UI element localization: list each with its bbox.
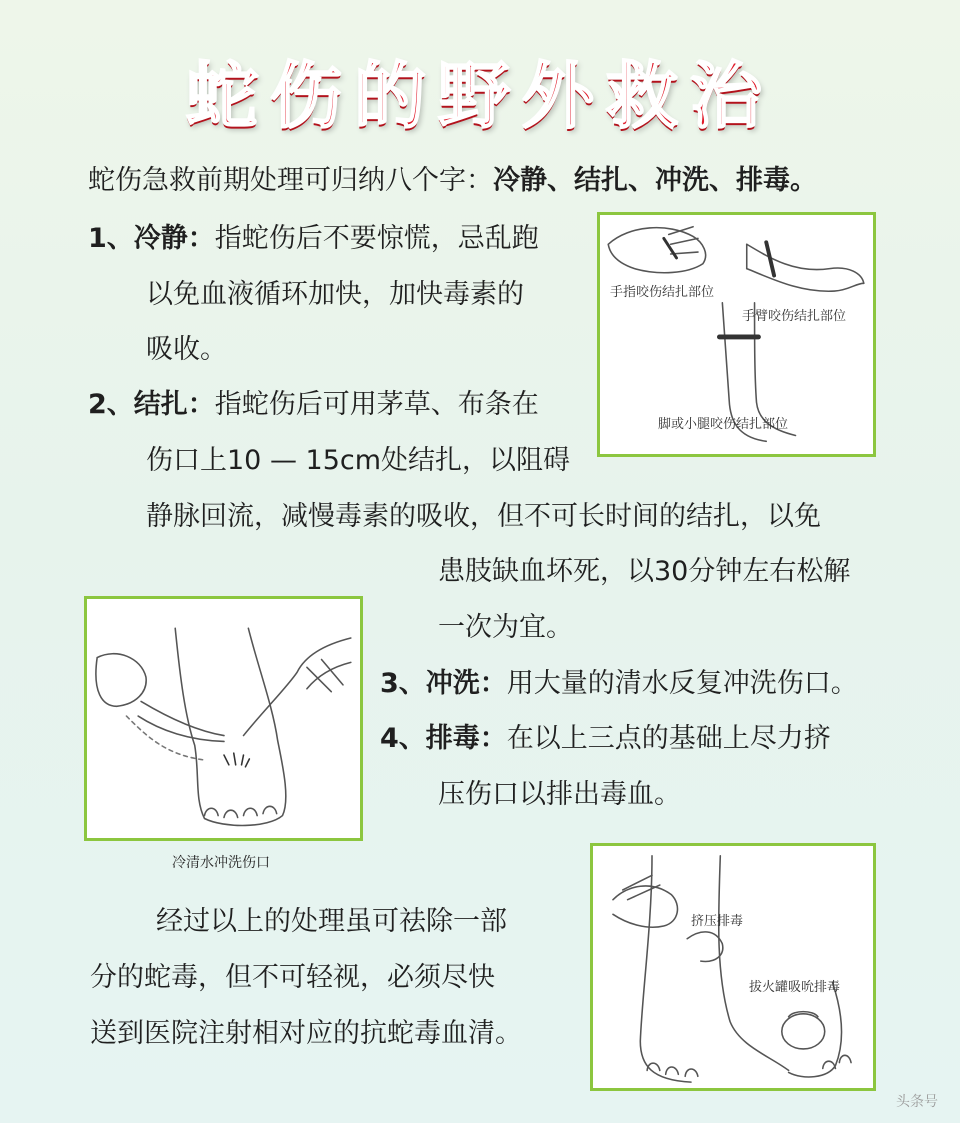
conclusion-line-1: 经过以上的处理虽可祛除一部 xyxy=(156,906,507,937)
cupping-label: 拔火罐吸吮排毒 xyxy=(749,980,841,995)
conclusion-line-2: 分的蛇毒，但不可轻视，必须尽快 xyxy=(90,962,495,993)
ligation-illustration xyxy=(597,212,876,457)
step-4-line-1: 在以上三点的基础上尽力挤 xyxy=(506,723,831,754)
step-1-number: 1、 xyxy=(88,223,134,254)
finger-ligation-label: 手指咬伤结扎部位 xyxy=(610,285,715,300)
leg-ligation-label: 脚或小腿咬伤结扎部位 xyxy=(658,417,789,432)
step-4-name: 排毒 xyxy=(425,723,480,754)
drain-illustration xyxy=(590,843,876,1091)
step-1-line-2: 以免血液循环加快，加快毒素的 xyxy=(146,279,524,310)
step-2-line-4: 患肢缺血坏死，以30分钟左右松解 xyxy=(438,556,851,587)
step-2-line-2: 伤口上10 — 15cm处结扎，以阻碍 xyxy=(146,445,571,476)
step-1-heading xyxy=(88,224,539,254)
step-4-separator: ： xyxy=(479,723,507,754)
step-1-line-1: 指蛇伤后不要惊慌，忌乱跑 xyxy=(214,223,539,254)
step-4-line-2: 压伤口以排出毒血。 xyxy=(438,779,681,810)
step-2-line-3: 静脉回流，减慢毒素的吸收，但不可长时间的结扎，以免 xyxy=(146,501,821,532)
step-2-line-5: 一次为宜。 xyxy=(438,612,573,643)
rinse-illustration xyxy=(84,596,363,841)
step-3-separator: ： xyxy=(479,668,507,699)
step-3-heading xyxy=(380,669,858,699)
intro-keywords: 冷静、结扎、冲洗、排毒。 xyxy=(493,165,817,196)
drain-drawing xyxy=(593,846,873,1088)
arm-ligation-label: 手臂咬伤结扎部位 xyxy=(742,309,847,324)
step-4-heading xyxy=(380,724,831,754)
step-2-heading xyxy=(88,390,539,420)
rinse-drawing xyxy=(87,599,360,838)
step-2-line-1: 指蛇伤后可用茅草、布条在 xyxy=(214,389,539,420)
rinse-caption: 冷清水冲洗伤口 xyxy=(172,855,270,871)
watermark: 头条号 xyxy=(896,1094,938,1110)
step-2-name: 结扎 xyxy=(133,389,188,420)
page-title: 蛇伤的野外救治 xyxy=(185,54,774,138)
step-2-number: 2、 xyxy=(88,389,134,420)
step-3-name: 冲洗 xyxy=(425,668,480,699)
step-3-line-1: 用大量的清水反复冲洗伤口。 xyxy=(506,668,858,699)
squeeze-label: 挤压排毒 xyxy=(691,914,744,929)
step-4-number: 4、 xyxy=(380,723,426,754)
step-2-separator: ： xyxy=(187,389,215,420)
intro-line xyxy=(88,166,817,196)
conclusion-line-3: 送到医院注射相对应的抗蛇毒血清。 xyxy=(90,1018,522,1049)
intro-prefix: 蛇伤急救前期处理可归纳八个字： xyxy=(88,165,493,196)
step-3-number: 3、 xyxy=(380,668,426,699)
step-1-name: 冷静 xyxy=(133,223,188,254)
step-1-line-3: 吸收。 xyxy=(146,334,227,365)
step-1-separator: ： xyxy=(187,223,215,254)
